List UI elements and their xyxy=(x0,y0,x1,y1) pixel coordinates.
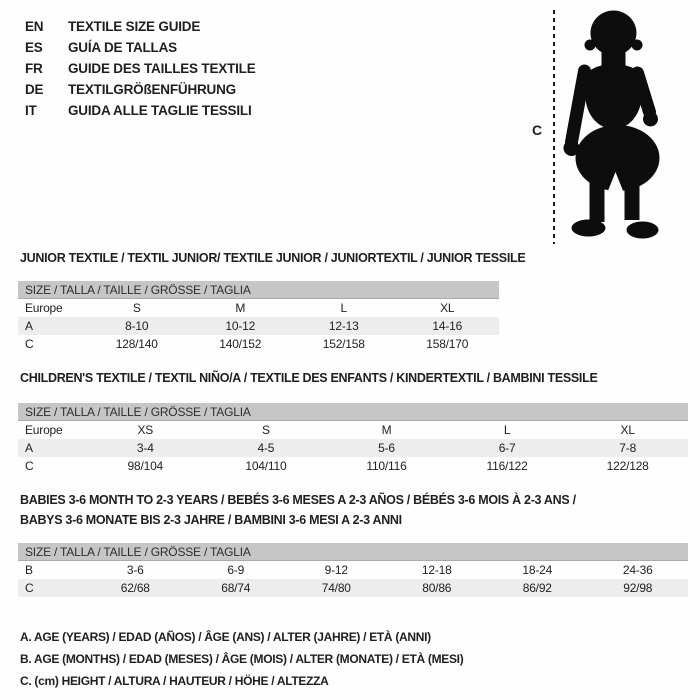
row-cell: 5-6 xyxy=(378,441,395,455)
figure-area xyxy=(520,0,700,250)
table-row xyxy=(18,299,499,317)
size-table-babies-textile xyxy=(18,543,688,597)
row-cell: 14-16 xyxy=(432,319,463,333)
row-cell: 140/152 xyxy=(219,337,262,351)
row-cell: 9-12 xyxy=(324,563,348,577)
row-cell: 6-7 xyxy=(498,441,516,455)
row-label: A xyxy=(25,319,33,333)
row-cell: 80/86 xyxy=(422,581,452,595)
row-cell: 3-6 xyxy=(126,563,144,577)
row-label: C xyxy=(25,459,34,473)
lang-code: FR xyxy=(25,61,43,76)
size-header-bar: SIZE / TALLA / TAILLE / GRÖSSE / TAGLIA xyxy=(18,543,688,561)
table-row xyxy=(18,439,688,457)
lang-label: GUÍA DE TALLAS xyxy=(68,40,177,55)
language-row-fr xyxy=(25,58,256,79)
row-cell: 110/116 xyxy=(366,459,407,473)
row-cell: 3-4 xyxy=(136,441,154,455)
footnote-line: A. AGE (YEARS) / EDAD (AÑOS) / ÂGE (ANS) / ALTER (JAHRE) / ETÀ (ANNI) xyxy=(20,630,431,644)
lang-code: DE xyxy=(25,82,44,97)
row-cell: 92/98 xyxy=(623,581,653,595)
row-cell: 122/128 xyxy=(606,459,649,473)
lang-label: TEXTILE SIZE GUIDE xyxy=(68,19,201,34)
row-label: B xyxy=(25,563,33,577)
size-table-childrens-textile xyxy=(18,403,688,475)
row-cell: 8-10 xyxy=(125,319,149,333)
row-label: C xyxy=(25,337,34,351)
row-cell: XS xyxy=(137,423,154,437)
section-title: BABIES 3-6 MONTH TO 2-3 YEARS / BEBÉS 3-6 MESES A 2-3 AÑOS / BÉBÉS 3-6 MOIS À 2-3 ANS / xyxy=(20,493,576,507)
language-row-it xyxy=(25,100,256,121)
height-measure-line xyxy=(553,10,555,244)
language-row-de xyxy=(25,79,256,100)
row-label: A xyxy=(25,441,33,455)
row-cell: 12-13 xyxy=(328,319,359,333)
row-cell: L xyxy=(503,423,511,437)
toddler-silhouette-icon xyxy=(562,8,665,243)
row-cell: 74/80 xyxy=(321,581,351,595)
table-row xyxy=(18,457,688,475)
size-table-junior-textile xyxy=(18,281,499,353)
row-cell: 98/104 xyxy=(127,459,164,473)
table-row xyxy=(18,579,688,597)
size-header-bar: SIZE / TALLA / TAILLE / GRÖSSE / TAGLIA xyxy=(18,281,499,299)
row-cell: XL xyxy=(440,301,455,315)
table-row xyxy=(18,421,688,439)
row-cell: 18-24 xyxy=(522,563,553,577)
row-cell: M xyxy=(235,301,246,315)
row-cell: M xyxy=(381,423,392,437)
size-header-bar: SIZE / TALLA / TAILLE / GRÖSSE / TAGLIA xyxy=(18,403,688,421)
row-cell: 10-12 xyxy=(225,319,256,333)
row-cell: 62/68 xyxy=(120,581,150,595)
section-babies-textile xyxy=(18,490,688,597)
measure-label-c: C xyxy=(532,122,543,138)
section-title: CHILDREN'S TEXTILE / TEXTIL NIÑO/A / TEXTILE DES ENFANTS / KINDERTEXTIL / BAMBINI TESSILE xyxy=(20,371,598,385)
row-cell: 7-8 xyxy=(619,441,637,455)
row-cell: 152/158 xyxy=(322,337,365,351)
table-row xyxy=(18,335,499,353)
row-cell: 104/110 xyxy=(245,459,287,473)
row-label: Europe xyxy=(25,301,63,315)
row-cell: 6-9 xyxy=(227,563,245,577)
row-label: C xyxy=(25,581,34,595)
table-row xyxy=(18,317,499,335)
lang-label: GUIDA ALLE TAGLIE TESSILI xyxy=(68,103,252,118)
row-cell: S xyxy=(132,301,141,315)
row-cell: 158/170 xyxy=(426,337,469,351)
row-cell: XL xyxy=(620,423,635,437)
section-childrens-textile xyxy=(18,370,688,475)
footnote-line: C. (cm) HEIGHT / ALTURA / HAUTEUR / HÖHE / ALTEZZA xyxy=(20,674,329,688)
section-junior-textile xyxy=(18,250,526,353)
lang-label: GUIDE DES TAILLES TEXTILE xyxy=(68,61,256,76)
row-cell: L xyxy=(340,301,347,315)
row-cell: S xyxy=(261,423,270,437)
row-cell: 86/92 xyxy=(522,581,552,595)
row-cell: 116/122 xyxy=(486,459,528,473)
section-title: JUNIOR TEXTILE / TEXTIL JUNIOR/ TEXTILE JUNIOR / JUNIORTEXTIL / JUNIOR TESSILE xyxy=(20,251,526,265)
row-cell: 12-18 xyxy=(421,563,452,577)
table-row xyxy=(18,561,688,579)
footnotes xyxy=(20,626,463,692)
lang-label: TEXTILGRÖßENFÜHRUNG xyxy=(68,82,236,97)
row-cell: 128/140 xyxy=(115,337,158,351)
section-title: BABYS 3-6 MONATE BIS 2-3 JAHRE / BAMBINI 3-6 MESI A 2-3 ANNI xyxy=(20,513,402,527)
row-cell: 24-36 xyxy=(622,563,653,577)
language-row-en xyxy=(25,16,256,37)
footnote-line: B. AGE (MONTHS) / EDAD (MESES) / ÂGE (MOIS) / ALTER (MONATE) / ETÀ (MESI) xyxy=(20,652,464,666)
lang-code: EN xyxy=(25,19,44,34)
language-row-es xyxy=(25,37,256,58)
row-cell: 4-5 xyxy=(257,441,275,455)
lang-code: ES xyxy=(25,40,43,55)
row-cell: 68/74 xyxy=(221,581,251,595)
language-list xyxy=(25,16,256,121)
row-label: Europe xyxy=(25,423,63,437)
lang-code: IT xyxy=(25,103,37,118)
